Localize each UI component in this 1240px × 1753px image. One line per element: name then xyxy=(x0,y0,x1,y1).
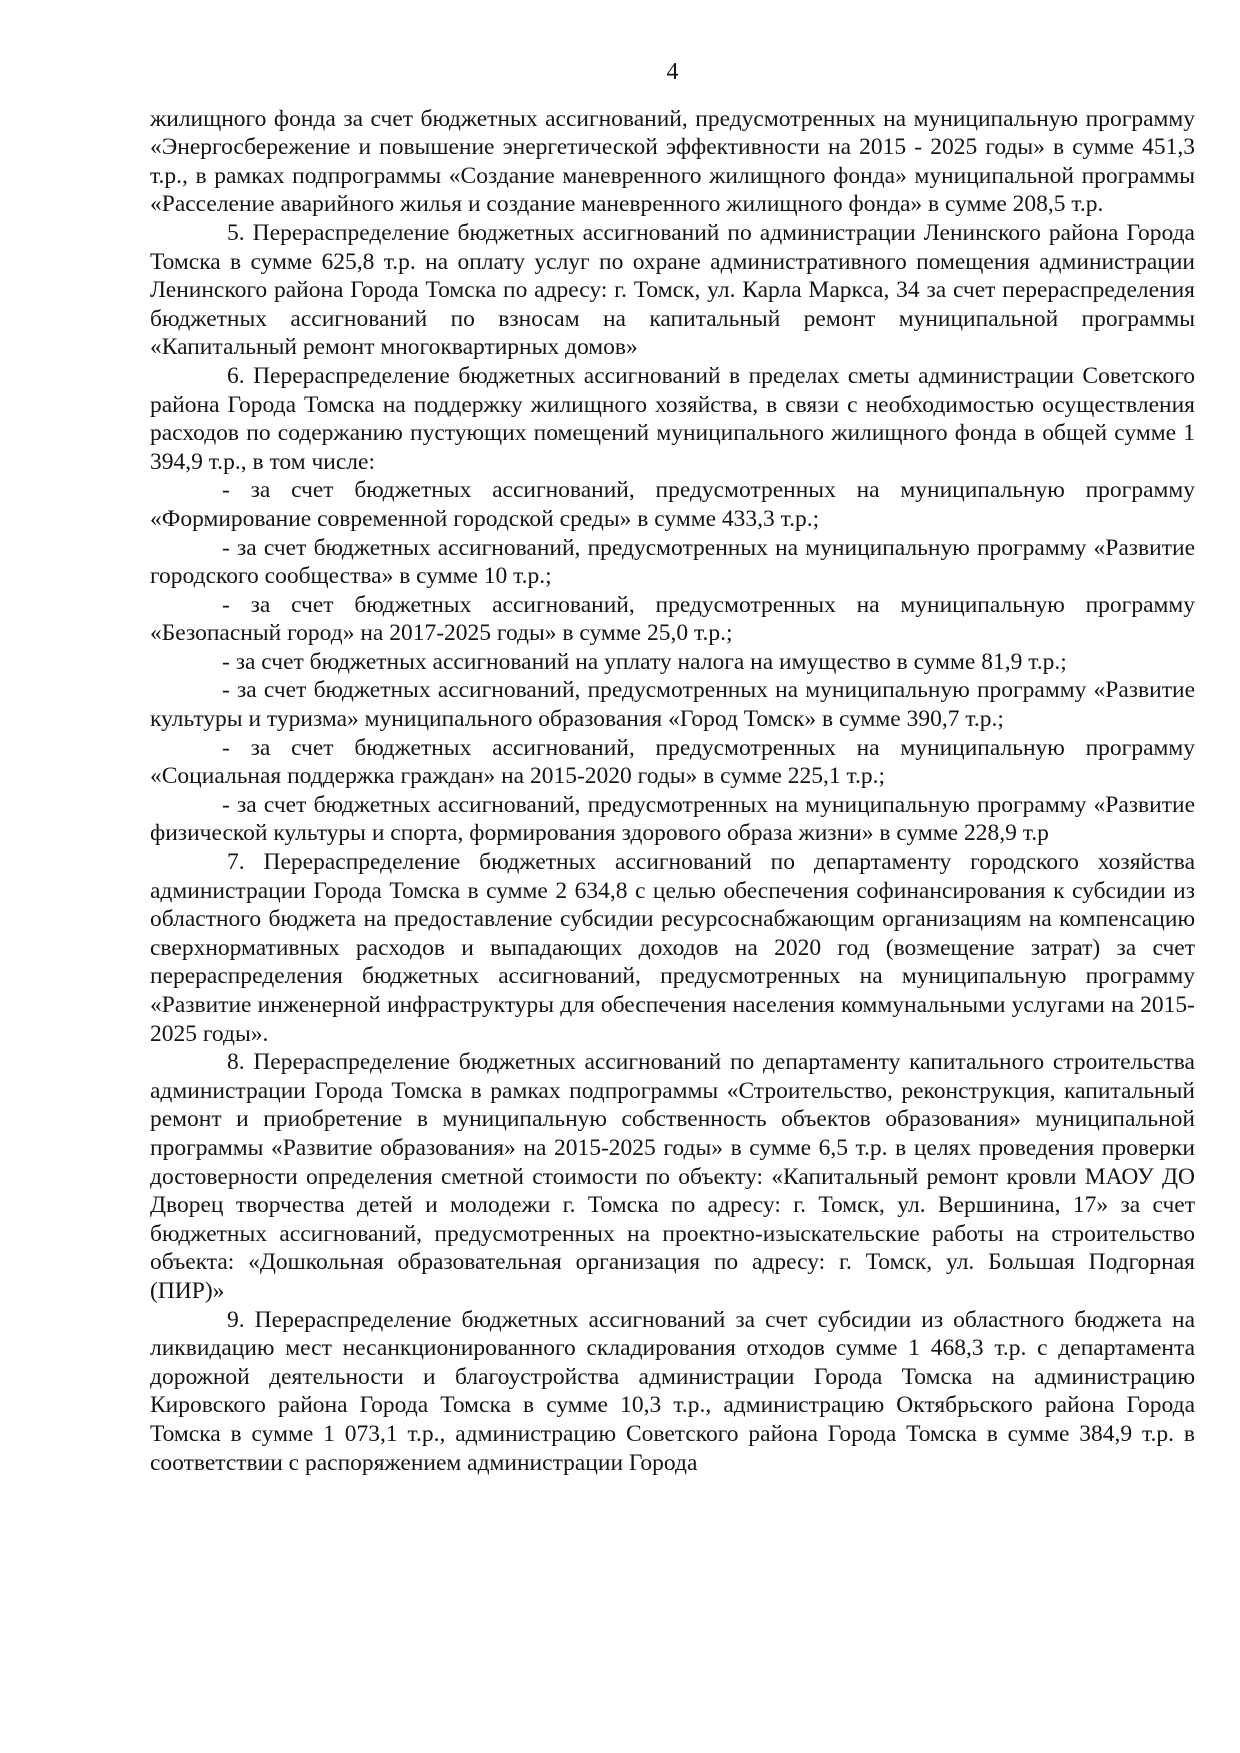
paragraph-item-8: 8. Перераспределение бюджетных ассигнований по департаменту капитального строительства администрации Города Томска в рамках подпрограммы «Строительство, реконструкция, капитальный ремонт и приобретение в муниципальную собственность объектов образования» муниципальной программы «Развитие образования» на 2015-2025 годы» в сумме 6,5 т.р. в целях проведения проверки достоверности определения сметной стоимости по объекту: «Капитальный ремонт кровли МАОУ ДО Дворец творчества детей и молодежи г. Томска по адресу: г. Томск, ул. Вершинина, 17» за счет бюджетных ассигнований, предусмотренных на проектно-изыскательские работы на строительство объекта: «Дошкольная образовательная организация по адресу: г. Томск, ул. Большая Подгорная (ПИР)» xyxy=(150,1049,1195,1304)
list-item-sport: - за счет бюджетных ассигнований, предусмотренных на муниципальную программу «Развитие физической культуры и спорта, формирования здорового образа жизни» в сумме 228,9 т.р xyxy=(150,791,1195,847)
page-number: 4 xyxy=(666,59,679,85)
list-item-razvitie-soobshchestva: - за счет бюджетных ассигнований, предусмотренных на муниципальную программу «Развитие городского сообщества» в сумме 10 т.р.; xyxy=(150,534,1195,590)
paragraph-continuation: жилищного фонда за счет бюджетных ассигнований, предусмотренных на муниципальную программу «Энергосбережение и повышение энергетической эффективности на 2015 - 2025 годы» в сумме 451,3 т.р., в рамках подпрограммы «Создание маневренного жилищного фонда» муниципальной программы «Расселение аварийного жилья и создание маневренного жилищного фонда» в сумме 208,5 т.р. xyxy=(150,105,1195,218)
list-item-bezopasny-gorod: - за счет бюджетных ассигнований, предусмотренных на муниципальную программу «Безопасный город» на 2017-2025 годы» в сумме 25,0 т.р.; xyxy=(150,591,1195,647)
paragraph-item-9: 9. Перераспределение бюджетных ассигнований за счет субсидии из областного бюджета на ликвидацию мест несанкционированного складирования отходов сумме 1 468,3 т.р. с департамента дорожной деятельности и благоустройства администрации Города Томска на администрацию Кировского района Города Томска в сумме 10,3 т.р., администрацию Октябрьского района Города Томска в сумме 1 073,1 т.р., администрацию Советского района Города Томска в сумме 384,9 т.р. в соответствии с распоряжением администрации Города xyxy=(150,1306,1195,1476)
paragraph-item-7: 7. Перераспределение бюджетных ассигнований по департаменту городского хозяйства администрации Города Томска в сумме 2 634,8 с целью обеспечения софинансирования к субсидии из областного бюджета на предоставление субсидии ресурсоснабжающим организациям на компенсацию сверхнормативных расходов и выпадающих доходов на 2020 год (возмещение затрат) за счет перераспределения бюджетных ассигнований, предусмотренных на муниципальную программу «Развитие инженерной инфраструктуры для обеспечения населения коммунальными услугами на 2015-2025 годы». xyxy=(150,849,1195,1047)
list-item-formirovanie: - за счет бюджетных ассигнований, предусмотренных на муниципальную программу «Формирование современной городской среды» в сумме 433,3 т.р.; xyxy=(150,477,1195,532)
paragraph-item-5: 5. Перераспределение бюджетных ассигнований по администрации Ленинского района Города Томска в сумме 625,8 т.р. на оплату услуг по охране административного помещения администрации Ленинского района Города Томска по адресу: г. Томск, ул. Карла Маркса, 34 за счет перераспределения бюджетных ассигнований по взносам на капитальный ремонт муниципальной программы «Капитальный ремонт многоквартирных домов» xyxy=(150,219,1195,361)
paragraph-item-6: 6. Перераспределение бюджетных ассигнований в пределах сметы администрации Советского района Города Томска на поддержку жилищного хозяйства, в связи с необходимостью осуществления расходов по содержанию пустующих помещений муниципального жилищного фонда в общей сумме 1 394,9 т.р., в том числе: xyxy=(150,362,1195,475)
list-item-nalog: - за счет бюджетных ассигнований на уплату налога на имущество в сумме 81,9 т.р.; xyxy=(222,648,1067,675)
list-item-kultura: - за счет бюджетных ассигнований, предусмотренных на муниципальную программу «Развитие культуры и туризма» муниципального образования «Город Томск» в сумме 390,7 т.р.; xyxy=(150,677,1195,733)
document-page xyxy=(150,58,1195,1477)
list-item-socialnaya-podderzhka: - за счет бюджетных ассигнований, предусмотренных на муниципальную программу «Социальная поддержка граждан» на 2015-2020 годы» в сумме 225,1 т.р.; xyxy=(150,734,1195,790)
